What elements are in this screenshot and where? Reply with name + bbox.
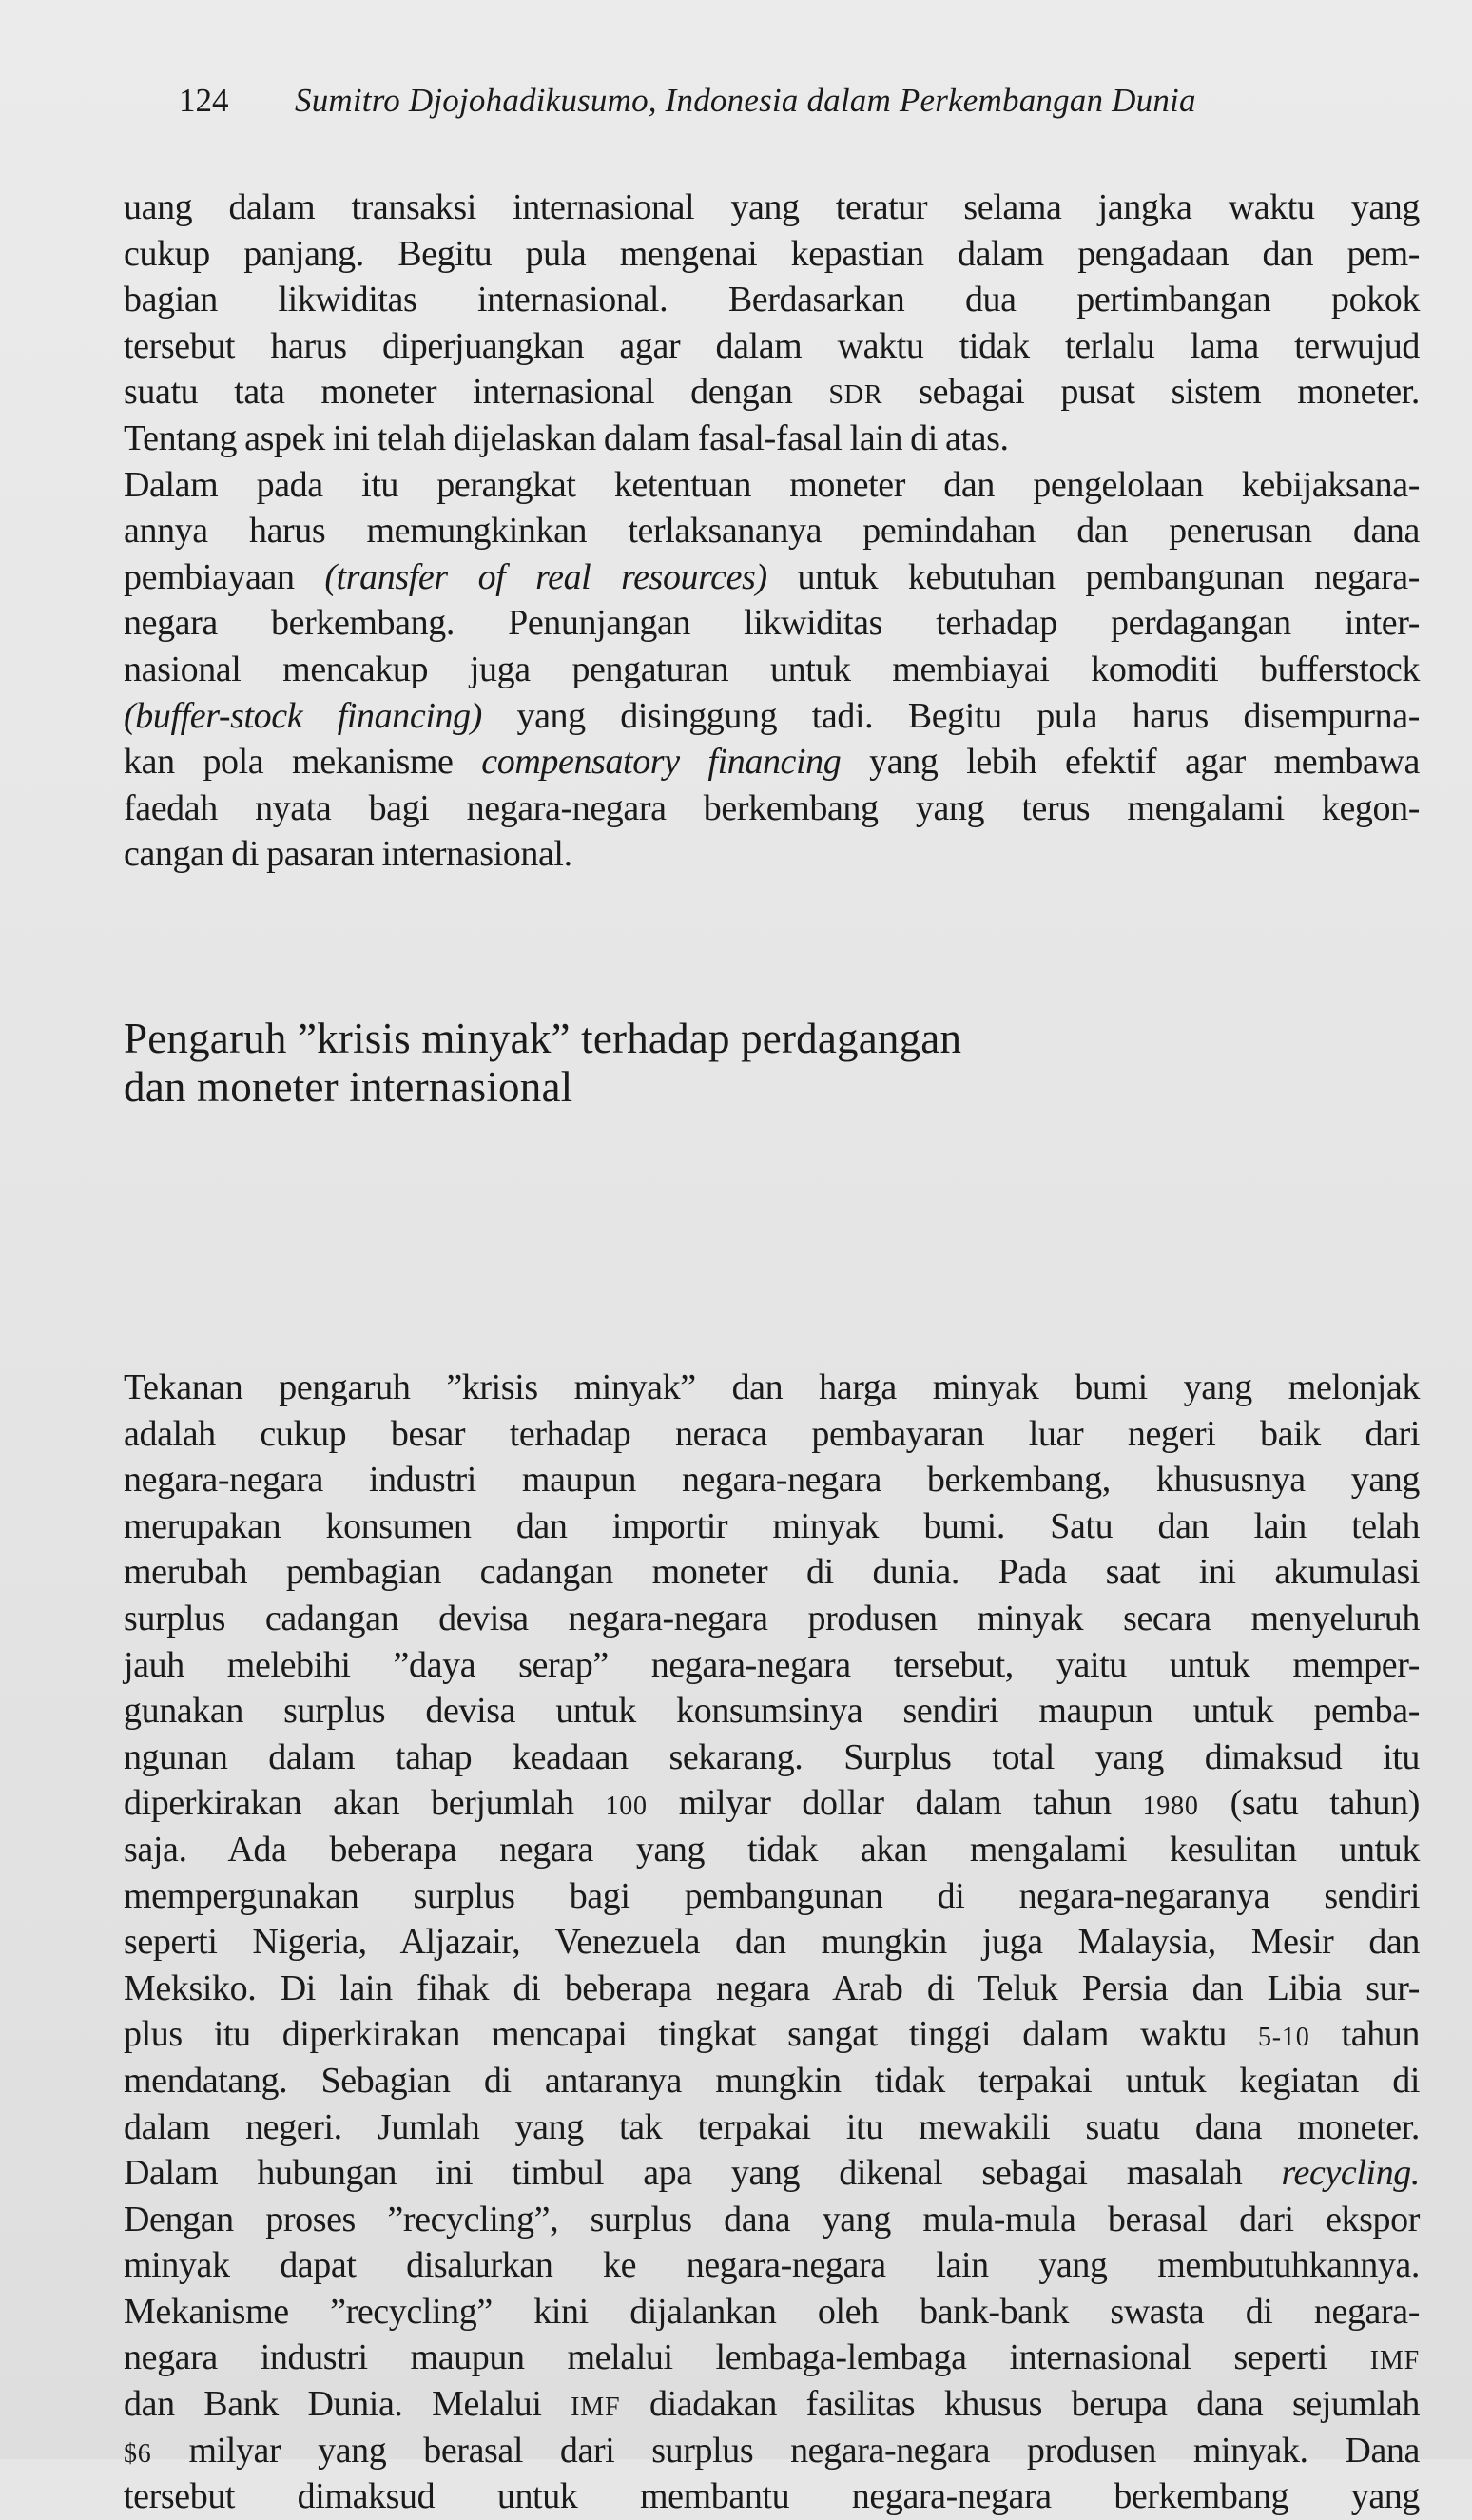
text-run: gunakan surplus devisa untuk konsumsinya sendiri maupun untuk pemba- (124, 1691, 1420, 1732)
text-line (124, 462, 1420, 509)
small-caps-term: 1980 (1142, 1792, 1199, 1822)
small-caps-term: 5-10 (1258, 2023, 1310, 2053)
text-run: tersebut dimaksud untuk membantu negara-negara berkembang yang (124, 2476, 1420, 2517)
text-run: cukup panjang. Begitu pula mengenai kepastian dalam pengadaan dan pem- (124, 233, 1420, 274)
text-line (124, 1549, 1420, 1596)
text-run: dan Bank Dunia. Melalui (124, 2384, 571, 2425)
running-title: Sumitro Djojohadikusumo, Indonesia dalam Perkembangan Dunia (295, 82, 1196, 119)
text-line (124, 2381, 1420, 2428)
text-run: merubah pembagian cadangan moneter di dunia. Pada saat ini akumulasi (124, 1552, 1420, 1593)
text-run: Tekanan pengaruh ”krisis minyak” dan harga minyak bumi yang melonjak (124, 1367, 1420, 1407)
text-line (124, 1780, 1420, 1827)
text-run: milyar dollar dalam tahun (647, 1783, 1143, 1824)
text-line (124, 1596, 1420, 1642)
text-run: Meksiko. Di lain fihak di beberapa negara Arab di Teluk Persia dan Libia sur- (124, 1968, 1420, 2008)
text-line (124, 2242, 1420, 2289)
text-line (124, 647, 1420, 693)
small-caps-term: SDR (828, 380, 883, 411)
text-run: nasional mencakup juga pengaturan untuk membiayai komoditi bufferstock (124, 649, 1420, 689)
text-run: seperti Nigeria, Aljazair, Venezuela dan mungkin juga Malaysia, Mesir dan (124, 1922, 1420, 1963)
italic-term: (transfer of real resources) (324, 556, 767, 597)
text-run: plus itu diperkirakan mencapai tingkat sangat tinggi dalam waktu (124, 2014, 1258, 2055)
small-caps-term: 100 (605, 1792, 648, 1822)
text-line (124, 554, 1420, 601)
text-run: Mekanisme ”recycling” kini dijalankan oleh bank-bank swasta di negara- (124, 2291, 1420, 2332)
text-run: suatu tata moneter internasional dengan (124, 372, 829, 413)
page-number: 124 (179, 82, 229, 119)
text-line (124, 508, 1420, 554)
italic-term: compensatory financing (481, 742, 842, 783)
text-run: pembiayaan (124, 556, 325, 597)
section-heading-oil-crisis (124, 1015, 1265, 1112)
text-run: mempergunakan surplus bagi pembangunan di negara-negaranya sendiri (124, 1875, 1420, 1916)
text-line (124, 184, 1420, 231)
paragraph-oil-crisis-impact (124, 1365, 1420, 2520)
text-run: milyar yang berasal dari surplus negara-negara produsen minyak. Dana (151, 2430, 1420, 2471)
text-line (124, 831, 1420, 878)
section-heading-line-1: Pengaruh ”krisis minyak” terhadap perdagangan (124, 1015, 962, 1062)
text-line (124, 1503, 1420, 1550)
text-line (124, 2058, 1420, 2104)
text-line (124, 1411, 1420, 1458)
text-run: saja. Ada beberapa negara yang tidak akan mengalami kesulitan untuk (124, 1829, 1420, 1870)
text-run: cangan di pasaran internasional. (124, 834, 572, 875)
text-line (124, 2011, 1420, 2058)
text-line (124, 2104, 1420, 2151)
text-run: negara industri maupun melalui lembaga-lembaga internasional seperti (124, 2337, 1370, 2378)
text-run: tersebut harus diperjuangkan agar dalam waktu tidak terlalu lama terwujud (124, 325, 1420, 366)
text-line (124, 2150, 1420, 2197)
small-caps-term: IMF (571, 2393, 621, 2423)
text-run: faedah nyata bagi negara-negara berkembang yang terus mengalami kegon- (124, 787, 1420, 828)
text-line (124, 1873, 1420, 1920)
small-caps-term: IMF (1369, 2346, 1420, 2376)
text-line (124, 277, 1420, 323)
text-line (124, 1688, 1420, 1735)
text-line (124, 600, 1420, 647)
text-line (124, 2428, 1420, 2474)
text-run: diadakan fasilitas khusus berupa dana sejumlah (620, 2384, 1420, 2425)
text-line (124, 231, 1420, 278)
text-run: merupakan konsumen dan importir minyak bumi. Satu dan lain telah (124, 1505, 1420, 1546)
text-line (124, 2335, 1420, 2381)
text-run: sebagai pusat sistem moneter. (882, 372, 1420, 413)
text-line (124, 1919, 1420, 1966)
text-run: negara-negara industri maupun negara-negara berkembang, khususnya yang (124, 1460, 1420, 1501)
text-run: untuk kebutuhan pembangunan negara- (766, 556, 1420, 597)
text-run: tahun (1309, 2014, 1420, 2055)
small-caps-term: $6 (124, 2438, 152, 2469)
text-line (124, 1827, 1420, 1873)
text-run: minyak dapat disalurkan ke negara-negara lain yang membutuhkannya. (124, 2245, 1420, 2286)
text-run: (satu tahun) (1198, 1783, 1420, 1824)
text-run: Tentang aspek ini telah dijelaskan dalam fasal-fasal lain di atas. (124, 417, 1009, 458)
text-line (124, 1966, 1420, 2012)
text-run: yang lebih efektif agar membawa (841, 742, 1420, 783)
text-run: diperkirakan akan berjumlah (124, 1783, 606, 1824)
text-line (124, 2473, 1420, 2520)
italic-term: (buffer-stock financing) (124, 695, 482, 736)
text-run: annya harus memungkinkan terlaksananya pemindahan dan penerusan dana (124, 511, 1420, 552)
text-run: bagian likwiditas internasional. Berdasarkan dua pertimbangan pokok (124, 280, 1420, 320)
text-line (124, 785, 1420, 832)
text-run: Dalam pada itu perangkat ketentuan moneter dan pengelolaan kebijaksana- (124, 464, 1420, 505)
text-run: ngunan dalam tahap keadaan sekarang. Surplus total yang dimaksud itu (124, 1736, 1420, 1777)
text-run: yang disinggung tadi. Begitu pula harus disempurna- (481, 695, 1420, 736)
text-run: mendatang. Sebagian di antaranya mungkin tidak terpakai untuk kegiatan di (124, 2060, 1420, 2101)
text-run: Dengan proses ”recycling”, surplus dana yang mula-mula berasal dari ekspor (124, 2199, 1420, 2239)
text-line (124, 693, 1420, 740)
text-line (124, 323, 1420, 370)
text-line (124, 2289, 1420, 2336)
italic-term: recycling. (1281, 2153, 1420, 2194)
text-line (124, 1642, 1420, 1689)
text-run: adalah cukup besar terhadap neraca pembayaran luar negeri baik dari (124, 1413, 1420, 1454)
text-run: negara berkembang. Penunjangan likwiditas terhadap perdagangan inter- (124, 603, 1420, 644)
text-run: uang dalam transaksi internasional yang teratur selama jangka waktu yang (124, 187, 1420, 227)
text-run: jauh melebihi ”daya serap” negara-negara tersebut, yaitu untuk memper- (124, 1644, 1420, 1685)
text-line (124, 416, 1420, 462)
text-line (124, 2197, 1420, 2243)
text-run: kan pola mekanisme (124, 742, 482, 783)
text-run: Dalam hubungan ini timbul apa yang dikenal sebagai masalah (124, 2153, 1282, 2194)
paragraph-monetary-order (124, 184, 1420, 878)
text-line (124, 1457, 1420, 1503)
text-line (124, 1735, 1420, 1781)
text-run: dalam negeri. Jumlah yang tak terpakai itu mewakili suatu dana moneter. (124, 2106, 1420, 2147)
text-line (124, 739, 1420, 785)
text-line (124, 369, 1420, 416)
text-line (124, 1365, 1420, 1411)
running-head (179, 74, 1320, 127)
text-run: surplus cadangan devisa negara-negara produsen minyak secara menyeluruh (124, 1598, 1420, 1638)
section-heading-line-2: dan moneter internasional (124, 1063, 573, 1111)
